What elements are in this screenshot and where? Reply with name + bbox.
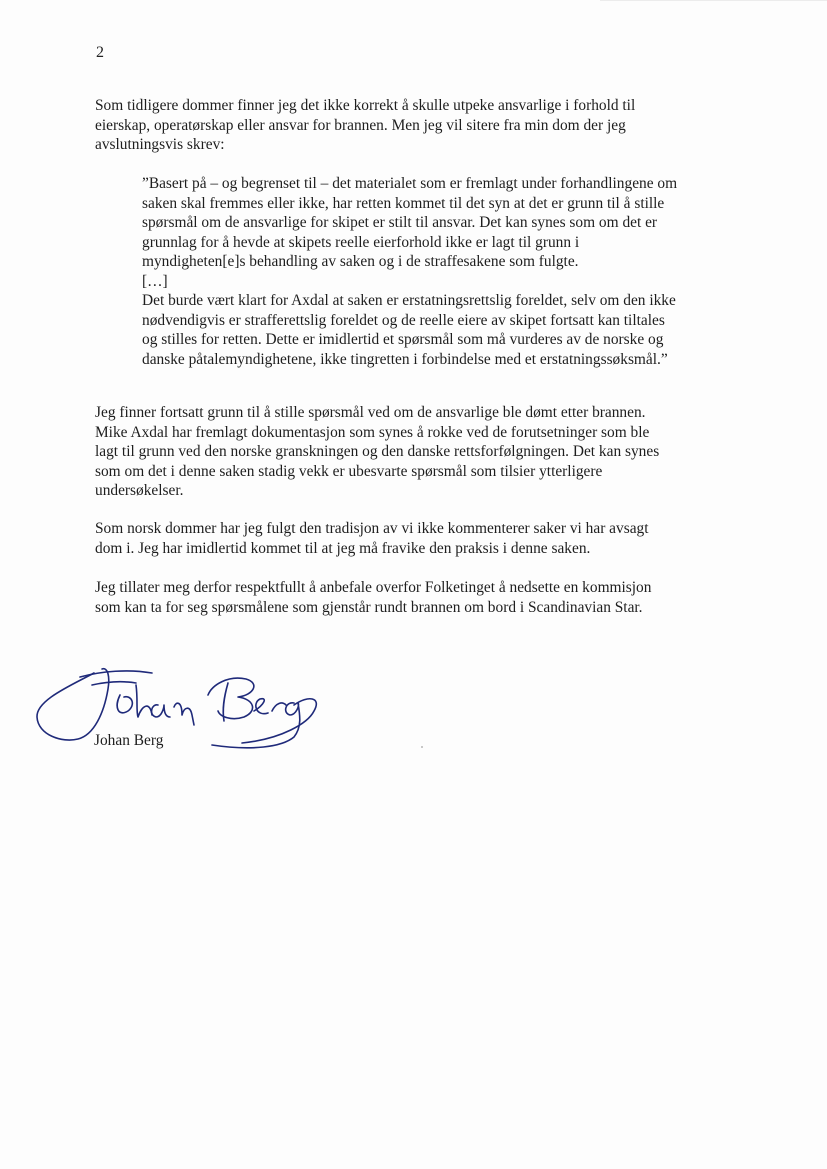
text-line: som om det i denne saken stadig vekk er ubesvarte spørsmål som tilsier ytterligere [95,462,603,480]
quote-line: danske påtalemyndighetene, ikke tingretten i forbindelse med et erstatningssøksmål.” [142,350,668,368]
text-line: Som norsk dommer har jeg fulgt den tradisjon av vi ikke kommenterer saker vi har avsagt [95,520,649,537]
page-number: 2 [96,44,104,61]
quote-line: nødvendigvis er strafferettslig foreldet og de reelle eiere av skipet fortsatt kan tiltales [142,311,665,329]
text-line: undersøkelser. [95,482,184,499]
quote-line: ”Basert på – og begrenset til – det materialet som er fremlagt under forhandlingene om [142,175,678,192]
text-line: Mike Axdal har fremlagt dokumentasjon som synes å rokke ved de forutsetninger som ble [95,423,650,441]
text-line: Jeg finner fortsatt grunn til å stille spørsmål ved om de ansvarlige ble dømt etter brannen. [95,404,646,421]
text-line: som kan ta for seg spørsmålene som gjenstår rundt brannen om bord i Scandinavian Star. [95,598,643,616]
quote-line: myndigheten[e]s behandling av saken og i de straffesakene som fulgte. [142,253,579,270]
body-paragraph-tradition [95,519,649,558]
quote-line: saken skal fremmes eller ikke, har retten kommet til det syn at det er grunn til å stille [142,194,665,212]
intro-paragraph [95,96,635,155]
text-line: lagt til grunn ved den norske granskningen og den danske rettsforfølgningen. Det kan synes [95,443,660,460]
handwritten-signature [32,655,332,765]
quote-line: og stilles for retten. Dette er imidlertid et spørsmål som må vurderes av de norske og [142,331,664,348]
text-line: Jeg tillater meg derfor respektfullt å anbefale overfor Folketinget å nedsette en kommisjon [95,579,652,596]
text-line: Som tidligere dommer finner jeg det ikke korrekt å skulle utpeke ansvarlige i forhold til [95,97,636,114]
quote-line: Det burde vært klart for Axdal at saken er erstatningsrettslig foreldet, selv om den ikke [142,292,676,309]
scan-speck [421,746,423,748]
body-paragraph-findings [95,403,659,501]
quote-ellipsis: […] [142,272,168,290]
body-paragraph-recommendation [95,578,651,617]
quote-line: spørsmål om de ansvarlige for skipet er stilt til ansvar. Det kan synes som om det er [142,214,658,231]
text-line: dom i. Jeg har imidlertid kommet til at jeg må fravike den praksis i denne saken. [95,539,591,557]
quote-line: grunnlag for å hevde at skipets reelle eierforhold ikke er lagt til grunn i [142,233,580,251]
block-quote [142,174,677,369]
text-line: eierskap, operatørskap eller ansvar for brannen. Men jeg vil sitere fra min dom der jeg [95,116,626,134]
signer-name: Johan Berg [94,732,164,749]
text-line: avslutningsvis skrev: [95,136,225,153]
scan-edge-line [600,0,827,1]
